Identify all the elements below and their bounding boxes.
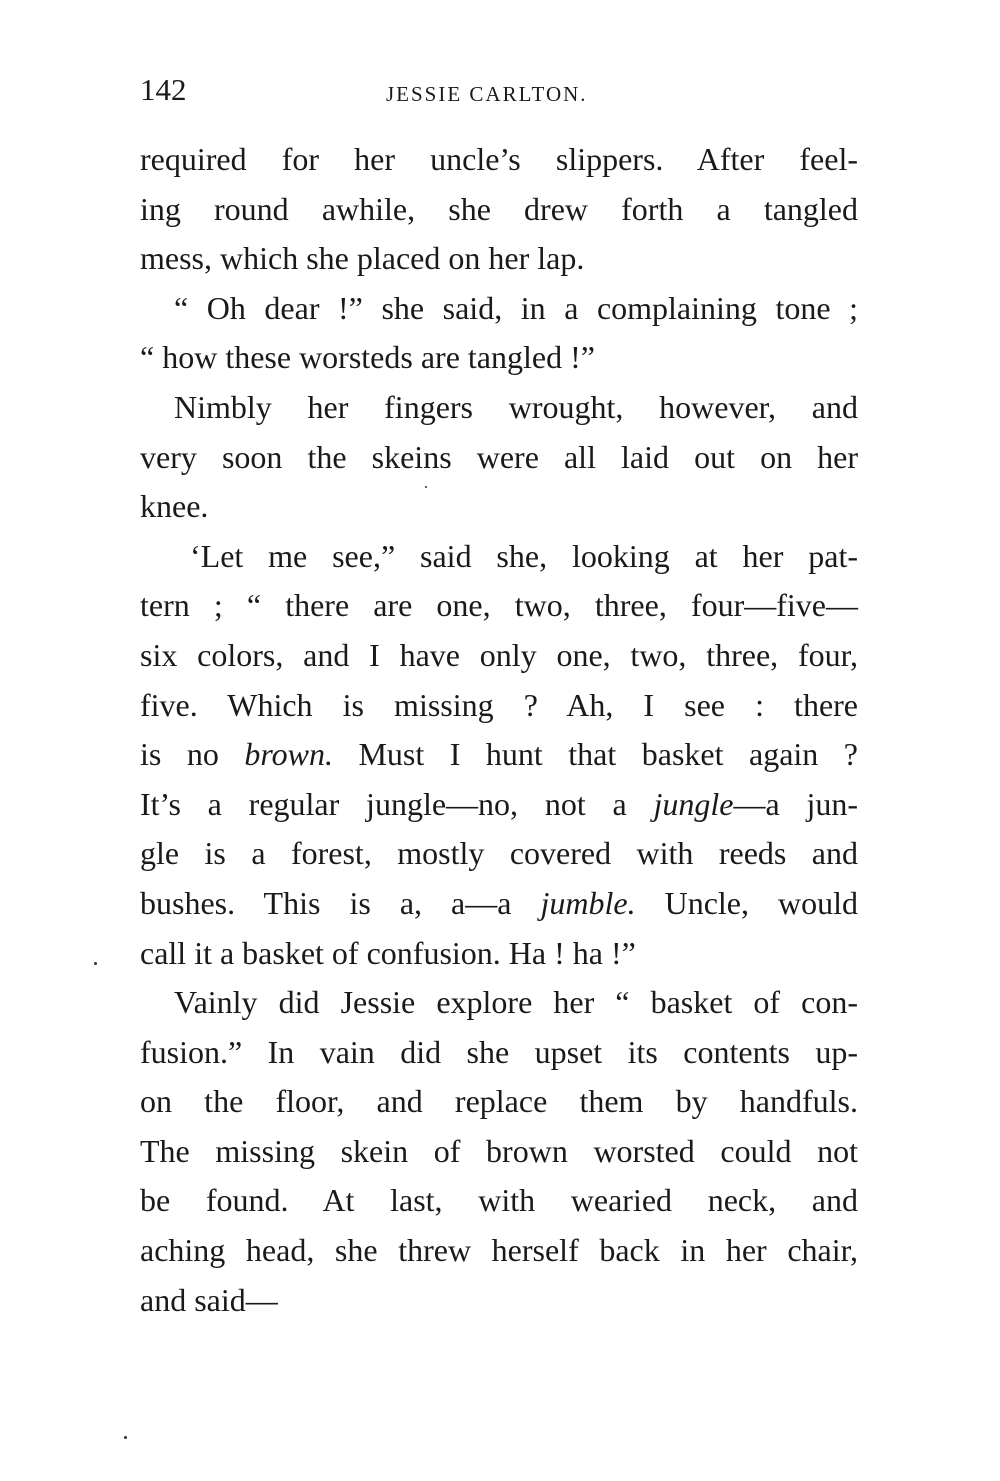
text-fragment: Must I hunt that basket again ? <box>332 736 859 773</box>
text-line: be found. At last, with wearied neck, and <box>140 1182 858 1219</box>
text-line: The missing skein of brown worsted could not <box>140 1132 858 1169</box>
paragraph-3 <box>140 383 858 532</box>
scan-speck <box>124 1436 127 1439</box>
text-line: ing round awhile, she drew forth a tangled <box>140 190 858 227</box>
italic-word: jungle <box>653 785 734 822</box>
italic-word: jumble. <box>540 884 636 921</box>
running-title: JESSIE CARLTON. <box>386 82 588 106</box>
page-number: 142 <box>140 72 187 107</box>
text-line-with-italic <box>140 780 858 830</box>
text-fragment: bushes. This is a, a—a <box>140 884 541 921</box>
body-text <box>140 135 858 1325</box>
text-line: mess, which she placed on her lap. <box>140 240 585 277</box>
text-line: aching head, she threw herself back in her chair, <box>140 1232 858 1269</box>
paragraph-4 <box>140 532 858 978</box>
paragraph-1 <box>140 135 858 284</box>
italic-word: brown. <box>244 736 333 773</box>
text-line: required for her uncle’s slippers. After feel- <box>140 141 858 177</box>
paragraph-2 <box>140 284 858 383</box>
text-line: Nimbly her fingers wrought, however, and <box>174 388 858 425</box>
text-line: tern ; “ there are one, two, three, four—five— <box>140 587 858 624</box>
text-fragment: is no <box>140 736 245 773</box>
text-line: “ Oh dear !” she said, in a complaining tone ; <box>174 289 858 326</box>
text-fragment: It’s a regular jungle—no, not a <box>140 785 654 822</box>
running-head <box>140 72 860 112</box>
text-line: six colors, and I have only one, two, three, four, <box>140 636 858 673</box>
scan-speck <box>94 962 97 965</box>
text-fragment: —a jun- <box>733 785 859 822</box>
text-line: five. Which is missing ? Ah, I see : there <box>140 686 858 723</box>
text-line: call it a basket of confusion. Ha ! ha !” <box>140 934 636 971</box>
text-fragment: Uncle, would <box>635 884 859 921</box>
text-line: very soon the skeins were all laid out on her <box>140 438 858 475</box>
text-line: “ how these worsteds are tangled !” <box>140 339 595 376</box>
scan-speck <box>425 486 427 488</box>
text-line-with-italic <box>140 730 858 780</box>
text-line: fusion.” In vain did she upset its contents up- <box>140 1033 858 1070</box>
text-line: knee. <box>140 488 209 525</box>
text-line-with-italic <box>140 879 858 929</box>
text-line: Vainly did Jessie explore her “ basket of con- <box>174 984 858 1021</box>
text-line: gle is a forest, mostly covered with reeds and <box>140 835 858 872</box>
text-line: and said— <box>140 1281 278 1318</box>
text-line: on the floor, and replace them by handfuls. <box>140 1083 858 1120</box>
text-line: ‘Let me see,” said she, looking at her pat- <box>190 537 858 574</box>
paragraph-5 <box>140 978 858 1325</box>
